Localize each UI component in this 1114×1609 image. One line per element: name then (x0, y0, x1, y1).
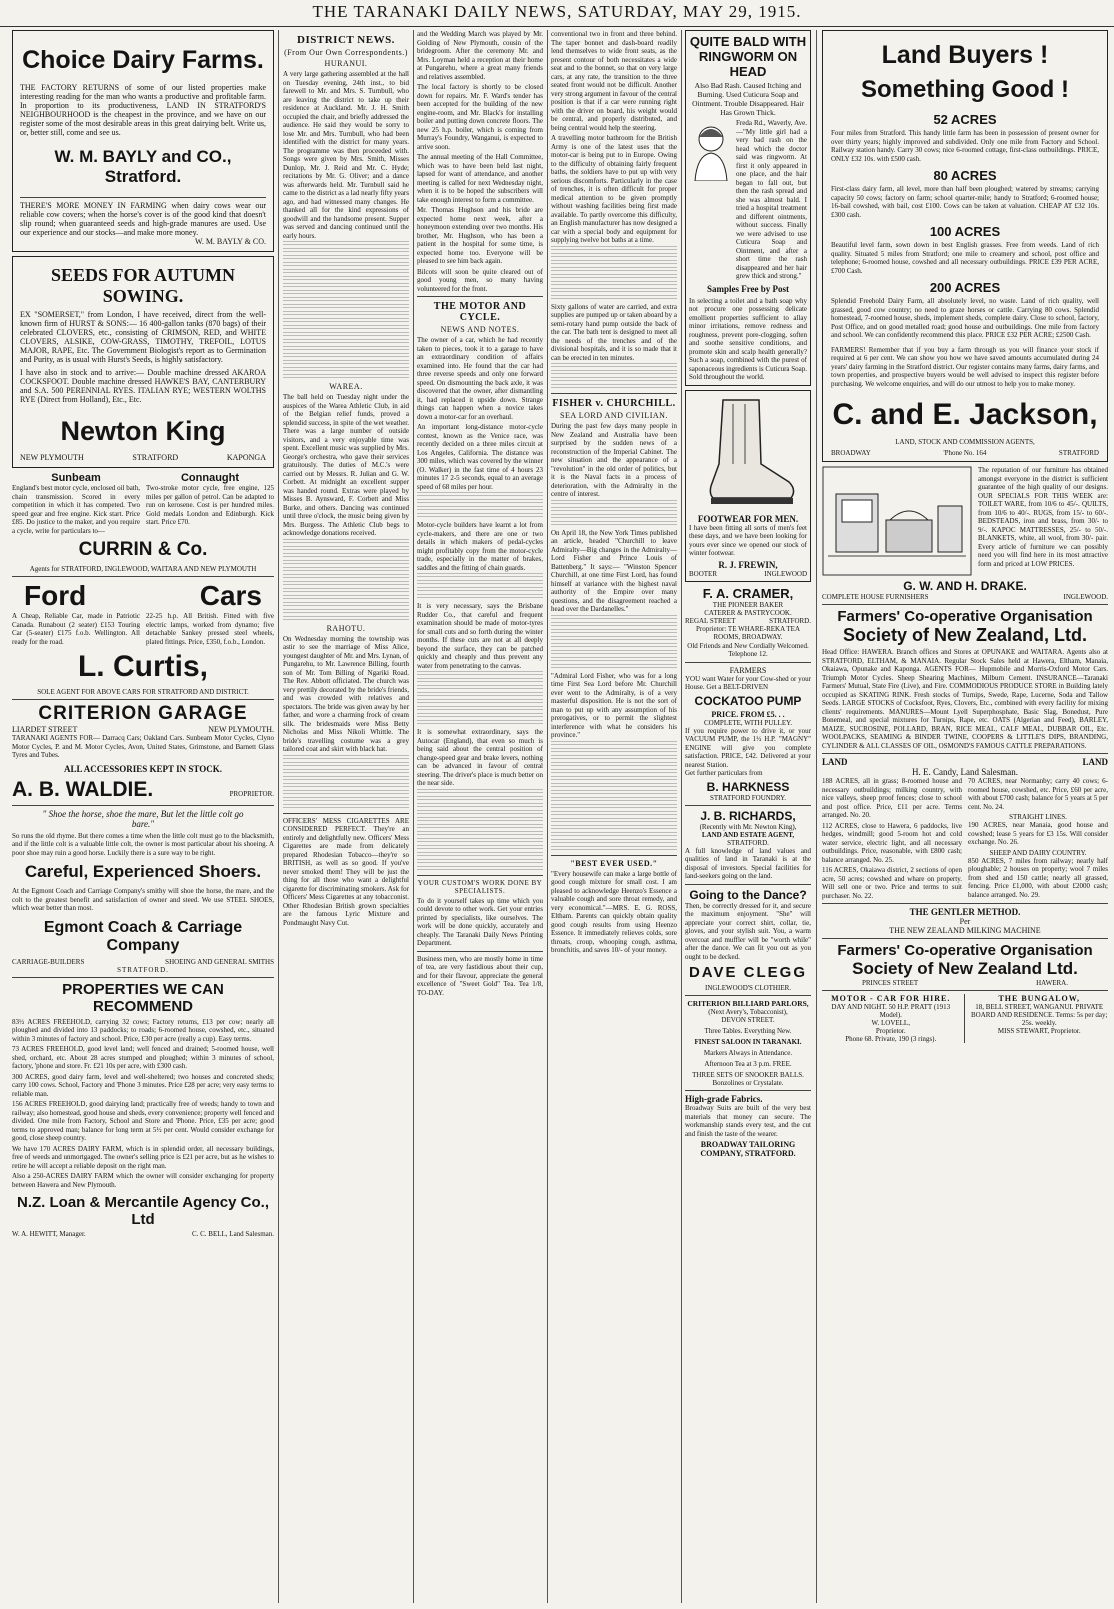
section-title: FISHER v. CHURCHILL. (552, 398, 676, 409)
ad-role: PROPRIETOR. (229, 789, 274, 798)
ad-body: Two-stroke motor cycle, free engine, 125 miles per gallon of petrol. Can be adapted to run on kerosene. Cost is per hundred miles. Gold medals London and Edinburgh. Kick start. Price £70. (146, 484, 274, 526)
ad-body: At the Egmont Coach and Carriage Company's smithy will shoe the horse, the mare, and the colt to the greatest benefit and satisfaction of owner and steed. We use STEEL SHOES, which wear better than most. (12, 887, 274, 912)
article-body: A very large gathering assembled at the hall on Tuesday evening, 24th inst., to bid farewell to Mr. and Mrs. S. Turnbull, who are leaving the district to take up their residence at Auckland. Mr. J. H. Smith occupied the chair, and briefly addressed the audience. He said they would be sorry to lose Mr. and Mrs. Turnbull, who had been identified with the district for many years. The programme was then proceeded with. Songs were given by Mrs. Smith, Misses Dunlop, Mr. J. Reid and Mr. C. Hyde; recitations by Mr. G. Oliver; and a dance was afterwards held. Mr. Turnbull said he came to the district as a lad nearly fifty years ago, and had witnessed many changes. He thanked all for the kind expressions of goodwill and the handsome present. Supper was served and dancing continued until the early hours. (283, 70, 409, 240)
ad-body: 22-25 h.p. All British. Fitted with five electric lamps, worked from dynamo; five detachable Sankey pressed steel wheels, plated fittings. Price, £350, f.o.b., London. (146, 612, 274, 646)
ad-title: YOUR CUSTOM'S WORK DONE BY SPECIALISTS. (417, 878, 543, 895)
broadway-ad (685, 1094, 811, 1158)
column-4 (551, 30, 677, 1603)
ad-town: HAWERA. (1036, 979, 1068, 987)
farm-acres: 52 ACRES (933, 112, 997, 127)
ad-body: Proprietor: TE WHARE-REKA TEA ROOMS, BROADWAY. (695, 624, 801, 641)
ad-firm: R. J. FREWIN, (718, 559, 778, 570)
ad-firm: L. Curtis, (77, 650, 208, 683)
billiard-ad (685, 999, 811, 1087)
ad-firm: G. W. AND H. DRAKE. (903, 579, 1027, 593)
ad-agent: C. C. BELL, Land Salesman. (191, 1230, 274, 1238)
ad-title: MOTOR - CAR FOR HIRE. (831, 994, 951, 1003)
ad-line: LAND AND ESTATE AGENT, (701, 830, 795, 839)
ad-line: Markers Always in Attendance. (703, 1049, 793, 1057)
ad-sub: SHEEP AND DAIRY COUNTRY. (989, 848, 1087, 857)
column-rule (278, 30, 279, 1603)
ad-town: INGLEWOOD. (1063, 593, 1108, 601)
article-body: The owner of a car, which he had recently taken to pieces, took it to a garage to have an extraordinary condition of affairs examined into. He found that the car had three reverse speeds and only one forward speed. On dismounting the back axle, it was discovered that the owner, after dismantling it, had replaced it upside down. Strange things can happen when a novice takes down a motor-car for an overhaul. (417, 336, 543, 421)
clegg-ad (685, 888, 811, 993)
ad-line: THREE SETS OF SNOOKER BALLS. (692, 1071, 804, 1079)
column-rule (816, 30, 817, 1603)
ad-manager: W. A. HEWITT, Manager. (12, 1230, 86, 1238)
article-body: Sixty gallons of water are carried, and extra supplies are pumped up or taken aboard by a semi-rotary hand pump outside the back of the car. The bath tent is designed to meet all the needs of the trenches and of the divisional hospitals, and it is so made that it can be erected in ten minutes. (551, 302, 677, 362)
ad-title: Connaught (180, 472, 240, 484)
article-body: The annual meeting of the Hall Committee, which was to have been held last night, lapsed for want of attendance, and another meeting is called for next Wednesday night, when it is to be hoped the subscribers will take enough interest to form a committee. (417, 153, 543, 204)
article-body: On Wednesday morning the township was astir to see the marriage of Miss Alice, youngest daughter of Mr. and Mrs. Lynan, of Pungarehu, to Mr. Lawrence Billing, fourth son of Mr. Tom Billing of Ngariki Road. The Rev. Abbott officiated. The church was very prettily decorated by the bride's friends, and was crowded with relatives and spectators. The bride was given away by her father, and wore a charming frock of cream silk. The bridesmaids were Miss Betty Nicholas and Miss Nikoli Whittle. The bride's travelling costume was a grey tailored coat and skirt with black hat. (283, 634, 409, 753)
ad-street: BROADWAY (831, 449, 871, 457)
ad-sign: W. M. BAYLY & CO. (195, 237, 266, 246)
ad-role: BOOTER (689, 569, 717, 578)
ad-sample: Samples Free by Post (706, 283, 790, 294)
section-title: DISTRICT NEWS. (297, 34, 395, 46)
column-rule (547, 30, 548, 1603)
ad-town: STRATFORD. (117, 965, 169, 974)
ad-line: (Recently with Mr. Newton King), (699, 822, 797, 831)
ad-town: STRATFORD FOUNDRY. (709, 793, 787, 802)
ad-body: YOU want Water for your Cow-shed or your House. Get a BELT-DRIVEN (685, 674, 811, 691)
ad-line: COMPLETE, WITH PULLEY. (703, 718, 793, 727)
listing: 73 ACRES FREEHOLD, good level land; well fenced and drained; 5-roomed house, well shed, orchard, etc. About 28 acres stumped and ploughed; within 3 minutes of school, factory, 'phone and store. Fr. £21 10s per acre, with £300 cash. (12, 1045, 274, 1070)
ad-title: Society of New Zealand, Ltd. (842, 625, 1088, 645)
coop-ad (822, 608, 1108, 750)
farmers-body: FARMERS! Remember that if you buy a farm through us you will finance your stock if required at 6 per cent. We can show you how we have saved amounts accumulated during 24 years' dairy farming in the Stratford district. Our register contains many farms, dairy farms, and town properties, and prospective buyers would be well advised to inspect this register before purchasing. We welcome enquiries, and will do our utmost to help you to make money. (831, 345, 1099, 388)
listing: 112 ACRES, close to Hawera, 6 paddocks, live hedges, windmill; good 5-room hot and cold water service, electric light, and all necessary outbuildings. Price, reasonable, with £800 cash; balance arranged. No. 25. (822, 821, 962, 864)
farm-acres: 200 ACRES (929, 280, 1001, 295)
column-2 (283, 30, 409, 1603)
section-sub: SEA LORD AND CIVILIAN. (560, 411, 668, 420)
section-title: THE MOTOR AND CYCLE. (433, 301, 527, 323)
ad-line: FINEST SALOON IN TARANAKI. (694, 1038, 802, 1046)
listing: 116 ACRES, Okaiawa district, 2 sections of open acre, 50 acres; cowshed and whare on property. Will sell one or two. Price and terms to suit purchaser. No. 22. (822, 866, 962, 900)
article-body: During the past few days many people in New Zealand and Australia have been surprised by the sudden news of a reconstruction of the Imperial Cabinet. The new situation and the appearance of a "revolution" in the old order of politics, but it is the Naval facts in a process of deterioration, with the Admiralty in the centre of interest. (551, 422, 677, 498)
listing: 188 ACRES, all in grass; 8-roomed house and necessary outbuildings; milking country, with nice valleys, sheep proof fences; close to school and post office. Price, £11 per acre. Terms arranged. No. 20. (822, 777, 962, 819)
ad-role: LAND, STOCK AND COMMISSION AGENTS, (895, 438, 1035, 446)
ad-body: THERE'S MORE MONEY IN FARMING when dairy cows wear our reliable cow covers; when the horse's cover is of the good kind that doesn't slip round; when guaranteed seeds and high-grade manures are used. Use our experience and our stocks—and make more money. (20, 201, 266, 237)
section-sub: (From Our Own Correspondents.) (284, 48, 408, 57)
ad-head: LAND (822, 757, 848, 767)
listing: 850 ACRES, 7 miles from railway; nearly half ploughable; 2 houses on property; wool 7 miles from shed and 150 cattle; nearly all grassed, fencing. Price £1,000, with about £2000 cash; balance arranged. No. 29. (968, 856, 1108, 899)
ad-line: THE PIONEER BAKER (712, 600, 784, 609)
article-body: An important long-distance motor-cycle contest, known as the Venice race, was recently decided on a three miles circuit at Los Angeles, California. The distance was 300 miles, which was covered by the winner (O. Walker) in the fast time of 4 hours 23 minutes 17 2-5 seconds, equal to an average speed of 68 miles per hour. (417, 423, 543, 491)
ad-role: Proprietor. (875, 1027, 906, 1035)
ad-title: Sunbeam (51, 472, 101, 484)
cuticura-ad (685, 30, 811, 386)
article-body: A travelling motor bathroom for the British Army is one of the latest uses that the motor-car is being put to in Europe. Owing to the difficulty of obtaining fairly frequent baths, the soldiers have to put up with very serious discomforts. Particularly in the case of trenches, it is often difficult for proper medical attention to be given promptly without washing facilities being first made available. To partly overcome this difficulty, an English manufacturer has now designed a car with a special body and equipment for supplying twelve hot baths at a time. (551, 134, 677, 244)
column-rule (681, 30, 682, 1603)
article-body: It is somewhat extraordinary, says the Autocar (England), that even so much is being said about the central position of change-speed gear and brake levers, nothing can be advanced in favour of central steering. The driver's place is much better on the near side. (417, 728, 543, 787)
ad-street: PRINCES STREET (862, 979, 919, 987)
masthead: THE TARANAKI DAILY NEWS, SATURDAY, MAY 29, 1915. (0, 0, 1114, 27)
town: STRATFORD (132, 453, 179, 462)
column-1 (12, 30, 274, 1603)
farm-body: Splendid Freehold Dairy Farm, all absolutely level, no waste. Land of rich quality, well grassed, good cow country; no need to graze horses or cattle. Carrying 80 cows. Splendid homestead, 7-roomed house, sheds, implement sheds, complete dairy. Close to school, factory, Post Office, and on good metalled road; good house and outbuildings. One mile from factory and school. We can confidently recommend this place. PRICE £32 PER ACRE; £2500 Cash. (831, 297, 1099, 339)
ad-line: (Next Avery's, Tobacconist), (708, 1008, 788, 1016)
ad-title: CRITERION GARAGE (38, 703, 248, 724)
listing: Also a 250-ACRES DAIRY FARM which the owner will consider exchanging for property between Hawera and New Plymouth. (12, 1172, 274, 1189)
jackson-ad (822, 30, 1108, 462)
listing: 70 ACRES, near Normanby; carry 40 cows; 6-roomed house, cowshed, etc. Price, £60 per acre, with about £700 cash; balance for 5 years at 5 per cent. No. 24. (968, 777, 1108, 811)
ad-sub: COMPLETE HOUSE FURNISHERS (822, 593, 929, 601)
town: KAPONGA (226, 453, 266, 462)
section-head: RAHOTU. (326, 623, 366, 633)
ad-firm: F. A. CRAMER, (702, 585, 794, 601)
ad-title: SEEDS FOR AUTUMN SOWING. (50, 265, 236, 306)
ad-line: DEVON STREET. (721, 1016, 775, 1024)
ad-body: The reputation of our furniture has obtained amongst everyone in the district is sufficient guarantee of the high quality of our designs. OUR SPECIALS FOR THIS WEEK are: TOILET WARE, from 10/6 to 45/-. QUILTS, from 10/6 to 40/-. RUGS, from 15/- to 60/-. BEDSTEADS, iron and brass, from 30/- to 9/-. KAPOC MATTRESSES, 25/- to 50/-. BLANKETS, white, all wool, from 30/- pair. Every article of furniture we can possibly need you will find here in its most attractive form and priced at LOW PRICES. (978, 466, 1108, 568)
article-body: Mr. Thomas Hughson and his bride are expected home next week, after a honeymoon extending over two months. His brother, Mr. Hughson, who has been a patient in the hospital for some time, is expected home too. Everyone will be pleased to see him back again. (417, 206, 543, 265)
ad-firm: B. HARKNESS (706, 779, 790, 794)
ad-sub: INGLEWOOD'S CLOTHIER. (704, 984, 792, 992)
criterion-ad (12, 703, 274, 802)
seeds-ad (12, 256, 274, 468)
listing: 156 ACRES FREEHOLD, good dairying land; practically free of weeds; handy to town and railway; also homestead, good house and sheds, every convenience; property well fenced and divided. One mile from Factory, School and Store and 'Phone. Price, £35 per acre; good terms to approved man; balance for long term at 5½ per cent. Would consider exchange for good, close sheep country. (12, 1100, 274, 1142)
farm-body: Four miles from Stratford. This handy little farm has been in possession of present owner for over thirty years; highly improved and subdivided. Only one mile from Factory and School. Railway station handy. Carry 30 cows; nice 6-roomed cottage, first-class outbuildings. PRICE, ONLY £32 10s. with £500 cash. (831, 129, 1099, 163)
currin-ad (12, 472, 274, 573)
furniture-illustration (822, 466, 972, 576)
section-head: WAREA. (329, 382, 363, 391)
ad-firm: CURRIN & Co. (78, 539, 208, 560)
ad-trade: SHOEING AND GENERAL SMITHS (165, 957, 274, 966)
coop2-ad (822, 942, 1108, 987)
listing: 300 ACRES, good dairy farm, level and well-sheltered; two houses and concreted sheds; carry 100 cows. School, Factory and 'Phone 3 minutes. Price £28 per acre; very easy terms to reliable man. (12, 1072, 274, 1098)
ad-title: Something Good ! (861, 76, 1069, 103)
ad-sub: Also Bad Rash. Caused Itching and Burning. Used Cuticura Soap and Ointment. Trouble Disappeared. Hair Has Grown Thick. (692, 81, 804, 117)
ad-body: Then, be correctly dressed for it, and secure the maximum enjoyment. "She" will appreciate your correct shirt, collar, tie, gloves, and your stylish suit. You, a warm overcoat and muffler will be "worth while" after the dance. We can fit you out as you ought to be decked. (685, 901, 811, 961)
nz-loan-ad (12, 981, 274, 1239)
ad-title: QUITE BALD WITH RINGWORM ON HEAD (689, 34, 807, 79)
ad-body: Business men, who are mostly home in time of tea, are very fastidious about their cup, and for their flavour, appreciate the general excellence of "Sweet Gold" Tea. Tea 1/8, TO-DAY. (417, 954, 543, 997)
ad-title: "BEST EVER USED." (570, 858, 658, 868)
article-body: On April 18, the New York Times published an article, headed "Churchill to leave Admiralty—Big changes in the Admiralty—Lord Fisher and Prince Louis of Battenberg." It says:— "Winston Spencer Churchill, at one time First Lord, has found himself at variance with the highest naval authority of the Empire over many questions, and the disagreement reached a head over the Dardanelles." (551, 528, 677, 613)
ad-body: England's best motor cycle, enclosed oil bath, chain transmission. Scored in every competition in which it has competed. Two speed gear and free engine. Kick start. Price £85. Do justice to the maker, and you require a cycle, write for particulars to— (12, 484, 141, 535)
ad-body: TARANAKI AGENTS FOR— Darracq Cars; Oakland Cars. Sunbeam Motor Cycles, Clyno Motor Cycles, P. and M. Motor Cycles, Avon, United States, Grimstone, and Barnett Glass Tyres and Tubes. (12, 734, 274, 759)
ford-ad (12, 580, 274, 696)
candy-ad (822, 757, 1108, 900)
column-5 (685, 30, 811, 1603)
ad-title: Choice Dairy Farms. (22, 46, 264, 74)
ad-title: THE GENTLER METHOD. (909, 907, 1021, 917)
ad-firm: W. M. BAYLY and CO., Stratford. (54, 147, 232, 186)
ad-line: Three Tables. Everything New. (704, 1027, 792, 1035)
ad-title: Farmers' Co-operative Organisation (837, 942, 1093, 959)
article-body: "Admiral Lord Fisher, who was for a long time First Sea Lord before Mr. Churchill ever went to the Admiralty, is of a very masterful disposition. He is not the sort of man to put up with any assumption of his prerogatives, or to permit the slightest interference with what he considers his province." (551, 671, 677, 739)
ad-body: So runs the old rhyme. But there comes a time when the little colt must go to the blacksmith, and if the little colt is a valuable little colt, the owner is most particular about his shoeing. A poor shoe may ruin a good horse. Luckily there is a sure way to be right. (12, 831, 274, 857)
article-body: conventional two in front and three behind. The taper bonnet and dash-board readily lend themselves to wide front seats, as the present contour of both necessitates a wide seat and to the bonnet, so that on very large cars, at any rate, the transition to the three seated front would not be difficult. Another very strong argument in favour of the central position is that if a car were running right with the driver on board, his weight would be central, and properly distributed, and being central would help the steering. (551, 30, 677, 132)
column-rule (413, 30, 414, 1603)
ad-title: Farmers' Co-operative Organisation (837, 608, 1093, 625)
bayly-ad (12, 30, 274, 252)
ad-name: W. LOVELL, (871, 1019, 910, 1027)
ad-line: Afternoon Tea at 3 p.m. FREE. (704, 1060, 792, 1068)
ad-title: Going to the Dance? (689, 887, 807, 902)
cigarette-ad: OFFICERS' MESS CIGARETTES ARE CONSIDERED PERFECT. They're an entirely and delightfully new. Officers' Mess Cigarettes are made from delicately prepared Rhodesian Tobacco—they're so BRITISH, as well as so good. If you've never smoked them! They will be just the thing for all those who want a delightful cigarette for discriminating smokers. Ask for Officers' Mess Cigarettes at any tobacconist. Other Rhodesian British grown specialties are the famous Lyric Mixture and Pondmaught Navy Cut. (283, 816, 409, 927)
listing: We have 170 ACRES DAIRY FARM, which is in splendid order, all necessary buildings, free of weeds and unmortgaged. The owner's selling price is £21 per acre, but as he wishes to retire he will accept a reliable deposit on the right man. (12, 1144, 274, 1170)
ad-body: A Cheap, Reliable Car, made in Patriotic Canada. Runabout (2 seater) £153 Touring Car (5-seater) £175 f.o.b. Wellington. All ready for the road. (12, 612, 140, 646)
ad-body: If you require power to drive it, or your VACUUM PUMP, the 1½ H.P. "MAGNY" ENGINE will give you complete satisfaction. PRICE, £42. Delivered at your nearest Station. (685, 726, 811, 769)
ad-agent: SOLE AGENT FOR ABOVE CARS FOR STRATFORD AND DISTRICT. (37, 688, 249, 696)
article-body: and the Wedding March was played by Mr. Golding of New Plymouth, cousin of the bridegroom. After the ceremony Mr. and Mrs. Loyman held a reception at their home at Pungarehu, where a great many friends and relatives assembled. (417, 30, 543, 81)
ad-title: PROPERTIES WE CAN RECOMMEND (62, 980, 224, 1015)
richards-ad (685, 809, 811, 881)
ad-firm: DAVE CLEGG (688, 964, 808, 981)
ad-name: H. E. Candy, Land Salesman. (912, 767, 1018, 777)
ad-body: THE FACTORY RETURNS of some of our listed properties make interesting reading for the man who wants a productive and profitable farm. In proportion to its productiveness, LAND IN STRATFORD'S NEIGHBOURHOOD is the cheapest in the province, and we have on our register some of the most desirable areas in this great dairying belt. Write us, or, better still, come and see us. (20, 83, 266, 137)
ad-body: THE NEW ZEALAND MILKING MACHINE (889, 926, 1041, 935)
ad-town: STRATFORD. (727, 838, 769, 847)
coach-ad (12, 809, 274, 974)
ad-sub: STRAIGHT LINES. (1009, 813, 1067, 821)
drake-ad (822, 466, 1108, 601)
ad-phone: 'Phone No. 164 (943, 449, 987, 457)
ad-firm: BROADWAY TAILORING COMPANY, STRATFORD. (700, 1140, 796, 1158)
town: NEW PLYMOUTH (20, 453, 84, 462)
article-body: Motor-cycle builders have learnt a lot from cycle-makers, and there are one or two details in which makers of pedal-cycles might profitably copy from the motor-cycle trade, especially in the matter of brakes, saddles and the fitting of chain guards. (417, 521, 543, 572)
ad-body: A full knowledge of land values and qualities of land in Taranaki is at the disposal of investors. Special facilities for land-seekers going on the land. (685, 846, 811, 880)
ad-title: COCKATOO PUMP (694, 693, 802, 708)
ad-title: Land Buyers ! (881, 41, 1049, 69)
girl-portrait-icon (689, 119, 733, 181)
boot-icon (693, 394, 803, 514)
ad-price: PRICE. FROM £5. . . (711, 709, 785, 719)
ad-phone: Telephone 12. (728, 650, 768, 658)
ad-firm: Newton King (60, 416, 226, 446)
article-body: Bilcots will soon be quite cleared out of good young men, so many having volunteered for the front. (417, 267, 543, 293)
ad-stock: ALL ACCESSORIES KEPT IN STOCK. (64, 763, 222, 774)
ad-title: Society of New Zealand Ltd. (852, 959, 1078, 978)
article-body: It is very necessary, says the Brisbane Rudder Co., that careful and frequent examination should be made of motor-tyres for small cuts and so forth during the winter months. If these cuts are not at all deeply beyond the surface, they can be patched quickly and cheaply and thus prevent any water from penetrating to the canvas. (417, 602, 543, 670)
ad-trade: CARRIAGE-BUILDERS (12, 957, 85, 966)
ad-title: Ford (24, 580, 87, 611)
ad-more: Get further particulars from (685, 769, 763, 777)
section-sub: NEWS AND NOTES. (440, 325, 520, 334)
ad-firm: J. B. RICHARDS, (700, 808, 796, 823)
gentler-ad (822, 907, 1108, 935)
column-6 (822, 30, 1108, 1603)
ad-body: Head Office: HAWERA. Branch offices and Stores at OPUNAKE and WAITARA. Agents also at STRATFORD, ELTHAM, & MANAIA. Regular Stock Sales held at Hawera, Eltham, Manaia, Okaiawa, Opunake and Kaponga. AGENTS FOR— Hupmobile and Morris-Oxford Motor Cars. Triumph Motor Cycles. Sheep Shearing Machines, Milburn Cement. INSURANCE—Taranaki Farmers' Mutual, State Fire (Live), and Fire. COMMODIOUS PRODUCE STORE in Building lately occupied as SKATING RINK. Fresh stocks of Turnips, Swede, Rape, Lucerne, Soda and Tallow Seeds. LARGE STOCKS of Cocksfoot, Ryes, Clovers, Etc., combined with every facility for mixing clients' requirements. MANURES—Mount Lyell Superphosphate, Basic Slag, Bonedust, Pure Bonemeal, and special mixtures for Turnips, Rape, etc. OATS (Algerian and Feed), BARLEY, MAIZE, SUCROSINE, POLLARD, BRAN, RICE MEAL, CALF MEAL, DUBBAR OIL, Etc. WOOLPACKS, SEAMING & BINDER TWINE, COOPERS & LITTLE'S DIPS, BRANDING, CYLINDER & ALL CLASSES OF OIL, OSMOND'S FAMOUS CATTLE PREPARATIONS. (822, 648, 1108, 750)
ad-town: NEW PLYMOUTH. (208, 725, 274, 734)
ad-body: DAY AND NIGHT. 50 H.P. PRATT (1913 Model). (831, 1003, 951, 1019)
ad-street: LIARDET STREET (12, 725, 78, 734)
ad-towns (20, 453, 266, 462)
ad-street: REGAL STREET (685, 616, 736, 625)
ad-line: Bonzolines or Crystalate. (712, 1079, 784, 1087)
article-body: The local factory is shortly to be closed down for repairs. Mr. F. Ward's tender has been accepted for the building of the new engine-room, and Mr. Black's for installing boiler and putting down concrete floors. The new 25 h.p. boiler, which is coming from Murray's Foundry, Wanganui, is expected to arrive soon. (417, 83, 543, 151)
article-body: The ball held on Tuesday night under the auspices of the Warea Athletic Club, in aid of the Belgian relief funds, proved a splendid success, in spite of the wet weather. There was a large number of outside visitors, and a very enjoyable time was spent. Excellent music was supplied by Mrs. George's orchestra, who gave their services gratuitously. The duties of M.C.'s were carried out by Messrs. R. Julian and G. W. Corbett. At midnight an excellent supper was handed round. Extras were played by Misses B. Aynsward, F. Corbett and Miss Burke, and others. Dancing was continued until three o'clock, the music being given by Mrs. Burgess. The Athletic Club begs to acknowledge donations received. (283, 393, 409, 537)
ad-body: Old Friends and New Cordially Welcomed. (687, 641, 809, 650)
ad-head: LAND (1082, 757, 1108, 767)
listing: 83½ ACRES FREEHOLD, carrying 32 cows; Factory returns, £13 per cow; nearly all ploughed and divided into 13 paddocks; to roads; 6-roomed house, cowshed, etc., situated within 3 minutes of factory and school. Price, £30 per acre (really a cup). Easy terms. (12, 1017, 274, 1043)
ad-body: 18, BELL STREET, WANGANUI. PRIVATE BOARD AND RESIDENCE. Terms: 5s per day; 25s. weekly. (971, 1003, 1108, 1027)
pump-ad (685, 666, 811, 802)
ad-firm: A. B. WALDIE. (12, 777, 154, 801)
boots-ad (685, 390, 811, 582)
ad-quote: " Shoe the horse, shoe the mare, But let the little colt go bare." (42, 808, 244, 829)
ad-firm: Egmont Coach & Carriage Company (43, 918, 243, 954)
farm-acres: 100 ACRES (929, 224, 1001, 239)
ad-body: Broadway Suits are built of the very best materials that money can secure. The workmanship stands every test, and the cut and finish the taste of the wearer. (685, 1104, 811, 1138)
ad-body: EX "SOMERSET," from London, I have received, direct from the well-known firm of HURST & SONS:— 16 400-gallon tanks (870 bags) of their celebrated CLOVERS, etc., consisting of CRIMSON, RED, and WHITE CLOVERS, ALSIKE, COW-GRASS, TIMOTHY, TREFOIL, LOTUS MAJOR, RAPE, Etc. The Government Biologist's report as to Germination and Purity, as is usual with Hurst's Seeds, is highly satisfactory. (20, 310, 266, 364)
listing: 190 ACRES, near Manaia, good house and cowshed; lease 5 years for £3 15s. Will consider exchange. No. 26. (968, 821, 1108, 846)
bottom-ads (822, 994, 1108, 1043)
farm-body: First-class dairy farm, all level, more than half been ploughed; watered by streams; carrying capacity 50 cows; factory on farm; school quarter-mile; handy to Stratford; 6-roomed house; 16-bail cowshed, with bail, cost £100. Cows can be taken at valuation. CHEAP AT £32 10s. £300 cash. (831, 185, 1099, 219)
ad-title: High-grade Fabrics. (685, 1094, 763, 1104)
ad-firm: C. and E. Jackson, (832, 398, 1098, 431)
cramer-ad (685, 586, 811, 659)
ad-agents: Agents for STRATFORD, INGLEWOOD, WAITARA AND NEW PLYMOUTH (29, 565, 257, 573)
ad-line: CATERER & PASTRYCOOK. (704, 608, 792, 617)
ad-body: I have been fitting all sorts of men's feet these days, and we have been looking for yours ever since we opened our stock of winter footwear. (689, 523, 807, 557)
ad-town: STRATFORD (1058, 449, 1099, 457)
ad-town: INGLEWOOD (764, 569, 807, 578)
section-head: HURANUI. (324, 59, 368, 68)
column-3 (417, 30, 543, 1603)
farm-body: Beautiful level farm, sown down in best English grasses. Free from weeds. Land of rich quality. Situated 5 miles from Stratford; one mile to creamery and school, post office and telephone; 6-roomed house, cowshed and all necessary outbuildings. PRICE £39 PER ACRE, £700 Cash. (831, 241, 1099, 275)
ad-list: I have also in stock and to arrive:— Double machine dressed AKAROA COCKSFOOT. Double machine dressed HAWKE'S BAY, CANTERBURY and S.A. 500 PERENNIAL RYES. ITALIAN RYE; WESTERN WOLTHS RYE (Direct from Holland), Etc., Etc. (20, 368, 266, 404)
ad-firm: N.Z. Loan & Mercantile Agency Co., Ltd (17, 1194, 269, 1228)
ad-title: THE BUNGALOW, (998, 994, 1081, 1003)
ad-phone: Phone 68. Private, 190 (3 rings). (845, 1035, 937, 1043)
farm-acres: 80 ACRES (933, 168, 997, 183)
ad-title: Cars (199, 580, 262, 611)
ad-head: FARMERS (729, 665, 767, 675)
ad-body: "Every housewife can make a large bottle of good cough mixture for small cost. I am pleased to acknowledge Heenzo's Essence a valuable cough and sore throat remedy, and very economical."—MRS. E. G. ROSS, Eltham. Parents can quickly obtain quality good cough results from using Heenzo Essence. It immediately relieves colds, sore throats, croup, whooping cough, asthma, bronchitis, and saves 10/- of your money. (551, 869, 677, 954)
ad-title: CRITERION BILLIARD PARLORS, (687, 999, 809, 1008)
ad-title: Careful, Experienced Shoers. (24, 862, 262, 881)
ad-title: FOOTWEAR FOR MEN. (697, 513, 799, 524)
ad-per: Per (959, 917, 971, 926)
ad-town: STRATFORD. (769, 616, 811, 625)
ad-name: MISS STEWART, Proprietor. (997, 1027, 1081, 1035)
ad-body: In selecting a toilet and a bath soap why not procure one possessing delicate emollient properties sufficient to allay minor irritations, remove redness and roughness, prevent pore-clogging, soften and soothe sensitive conditions, and promote skin and scalp health generally? Such a soap, combined with the purest of saponaceous ingredients is Cuticura Soap. Sold throughout the world. (689, 296, 808, 381)
ad-body: To do it yourself takes up time which you could devote to other work. Get your entries printed by specialists, like ourselves. The work will be done quickly, accurately and cheaply. The Taranaki Daily News Printing Department. (417, 896, 543, 947)
ad-body: Freda Rd., Waverly, Ave.—"My little girl had a very bad rash on the head which the doctor said was ringworm. At first it only appeared in one place, and the hair began to fall out, but then the rash spread and she was almost bald. I tried a hospital treatment and different ointments, without success. Finally we were advised to use Cuticura Soap and Ointment, and after a short time the rash disappeared and her hair grew thick and strong." (736, 119, 807, 280)
